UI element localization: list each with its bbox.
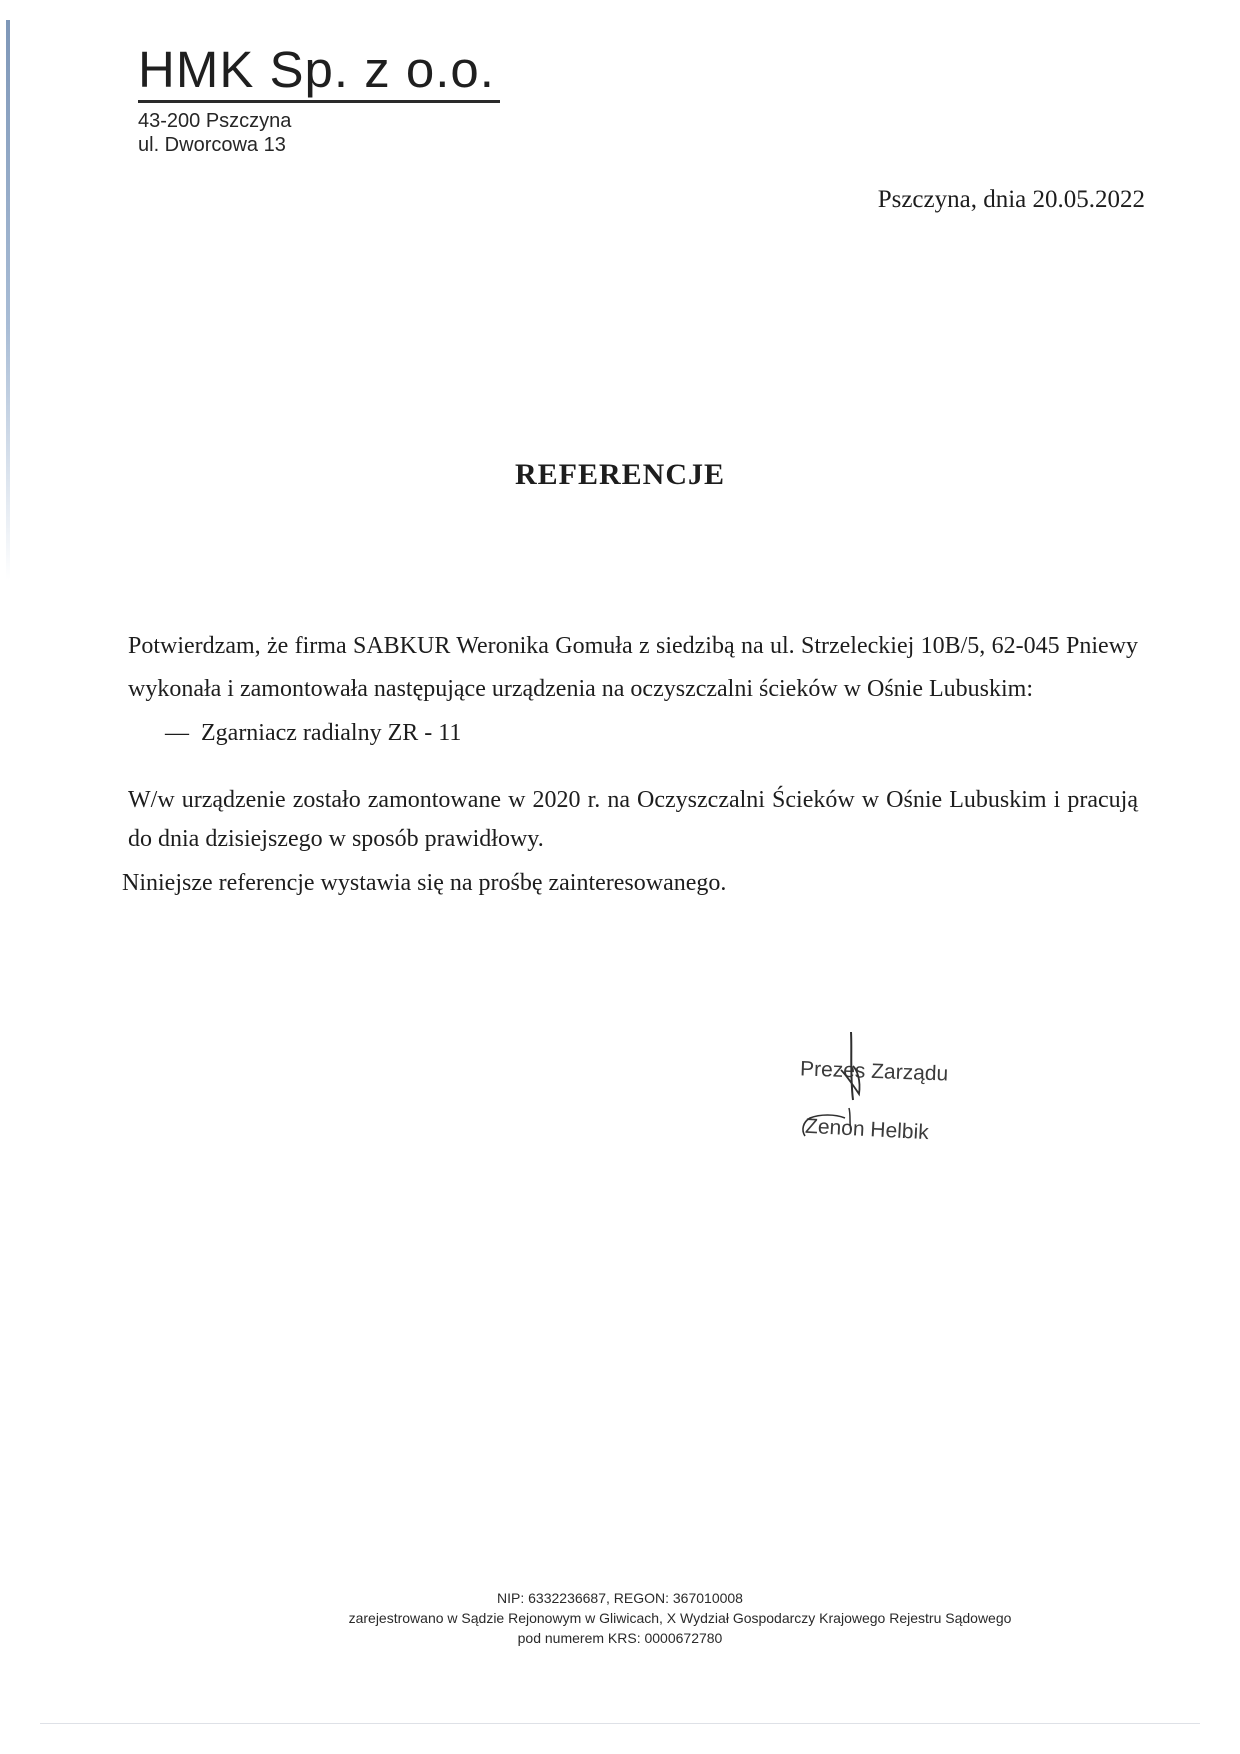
handwritten-signature [765, 1030, 985, 1140]
body-paragraph-2: W/w urządzenie zostało zamontowane w 2020 r. na Oczyszczalni Ścieków w Ośnie Lubuskim i pracują do dnia dzisiejszego w sposób prawidłowy. [128, 787, 1138, 852]
document-title: REFERENCJE [514, 458, 726, 491]
body-paragraph-3: Niniejsze referencje wystawia się na prośbę zainteresowanego. [122, 870, 727, 896]
footer-krs: pod numerem KRS: 0000672780 [517, 1630, 723, 1646]
address-street: ul. Dworcowa 13 [138, 134, 286, 156]
address-postal: 43-200 Pszczyna [138, 110, 292, 132]
signature-block [765, 1030, 985, 1145]
footer-registration: zarejestrowano w Sądzie Rejonowym w Gliwicach, X Wydział Gospodarczy Krajowego Rejestru Sądowego [348, 1610, 1012, 1626]
device-name: Zgarniacz radialny ZR - 11 [201, 720, 462, 746]
company-name: HMK Sp. z o.o. [138, 42, 500, 103]
body-paragraph-1: Potwierdzam, że firma SABKUR Weronika Gomuła z siedzibą na ul. Strzeleckiej 10B/5, 62-045 Pniewy wykonała i zamontowała następujące urządzenia na oczyszczalni ścieków w Ośnie Lubuskim: [128, 633, 1138, 702]
scan-edge-mark [6, 20, 10, 580]
letterhead [138, 42, 500, 157]
device-list-item [165, 716, 1175, 750]
footer-company-ids: NIP: 6332236687, REGON: 367010008 [497, 1590, 743, 1606]
stamp-role: Prezes Zarządu [799, 1057, 949, 1086]
stamp-name: Zenon Helbik [804, 1114, 930, 1145]
list-dash: — [165, 720, 189, 746]
document-footer [0, 1588, 1240, 1648]
scan-bottom-line [40, 1723, 1200, 1724]
document-date: Pszczyna, dnia 20.05.2022 [877, 186, 1145, 213]
